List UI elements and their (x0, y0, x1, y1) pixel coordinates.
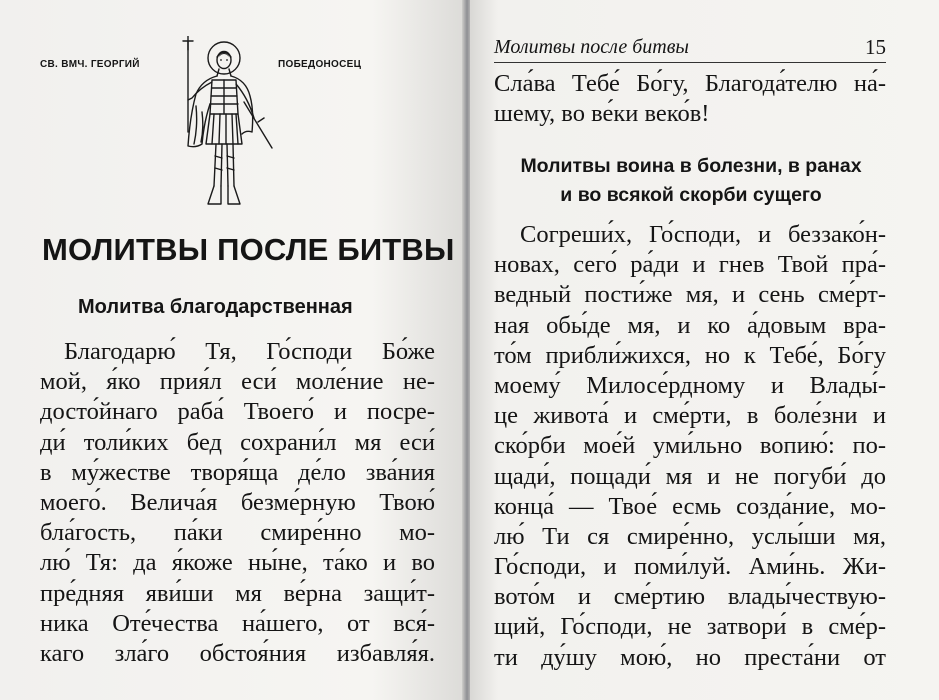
text-line: мой, я́ко прия́л еси́ моле́ние не- (40, 368, 435, 396)
text-line: Согреши́х, Го́споди, и беззако́н- (520, 221, 886, 248)
prayer-text-left (40, 337, 435, 669)
text-line: моему́ Милосе́рдному и Влады́- (494, 371, 886, 399)
text-line: бла́гость, па́ки смире́нно мо- (40, 519, 435, 547)
text-line: це живота́ и сме́рти, в боле́зни и (494, 402, 886, 430)
prayer-title-line: Молитвы воина в болезни, в ранах (520, 155, 862, 177)
left-page (0, 0, 465, 700)
prayer-title-line: и во всякой скорби сущего (560, 184, 822, 206)
prayer-title: Молитва благодарственная (78, 296, 353, 318)
text-line: новах, сего́ ра́ди и гнев Твой пра́- (494, 251, 886, 279)
text-line: моего́. Велича́я безме́рную Твою́ (40, 488, 435, 516)
icon-caption-right: ПОБЕДОНОСЕЦ (278, 59, 362, 70)
prayer-text-right (494, 220, 886, 673)
text-line: каго зла́го обстоя́ния избавля́я. (40, 639, 435, 667)
text-line: Го́споди, и поми́луй. Ами́нь. Жи- (494, 553, 886, 581)
text-line: ди́ толи́ких бед сохрани́л мя еси́ (40, 428, 435, 456)
text-line: шему, во ве́ки веко́в! (494, 100, 710, 128)
text-line: пре́дняя яви́ши мя ве́рна защи́т- (40, 579, 435, 607)
prayer-title-right (497, 152, 885, 210)
text-line: в му́жестве творя́ща де́ло зва́ния (40, 458, 435, 486)
icon-caption-left: СВ. ВМЧ. ГЕОРГИЙ (40, 59, 140, 70)
st-george-icon (174, 36, 274, 214)
text-line: лю́ Ти ся смире́нно, услы́ши мя, (494, 522, 886, 550)
text-line: Благодарю́ Тя, Го́споди Бо́же (64, 338, 435, 365)
text-line: досто́йнаго раба́ Твоего́ и посре- (40, 398, 435, 426)
text-line: конца́ — Твое́ есмь созда́ние, мо- (494, 492, 886, 520)
running-header (494, 36, 886, 63)
text-line: ско́рби мое́й уми́льно вопию́: по- (494, 432, 886, 460)
text-line: ти ду́шу мою́, но преста́ни от (494, 643, 886, 671)
text-line: щий, Го́споди, не затвори́ в сме́р- (494, 613, 886, 641)
text-line: лю́ Тя: да я́коже ны́не, та́ко и во (40, 549, 435, 577)
prayer-text-right-top (494, 69, 886, 129)
page-number: 15 (865, 35, 886, 59)
text-line: ная обы́де мя, и ко а́довым вра- (494, 311, 886, 339)
icon-header (40, 36, 400, 216)
text-line: вото́м и сме́ртию влады́чествую- (494, 583, 886, 611)
text-line: ведный пости́же мя, и сень сме́рт- (494, 281, 886, 309)
text-line: то́м прибли́жихся, но к Тебе́, Бо́гу (494, 341, 886, 369)
text-line: Сла́ва Тебе́ Бо́гу, Благода́телю на́- (494, 70, 886, 97)
text-line: щади́, пощади́ мя и не погуби́ до (494, 462, 886, 490)
text-line: ника Оте́чества на́шего, от вся́- (40, 609, 435, 637)
running-title: Молитвы после битвы (494, 36, 689, 58)
chapter-title: МОЛИТВЫ ПОСЛЕ БИТВЫ (42, 232, 455, 267)
